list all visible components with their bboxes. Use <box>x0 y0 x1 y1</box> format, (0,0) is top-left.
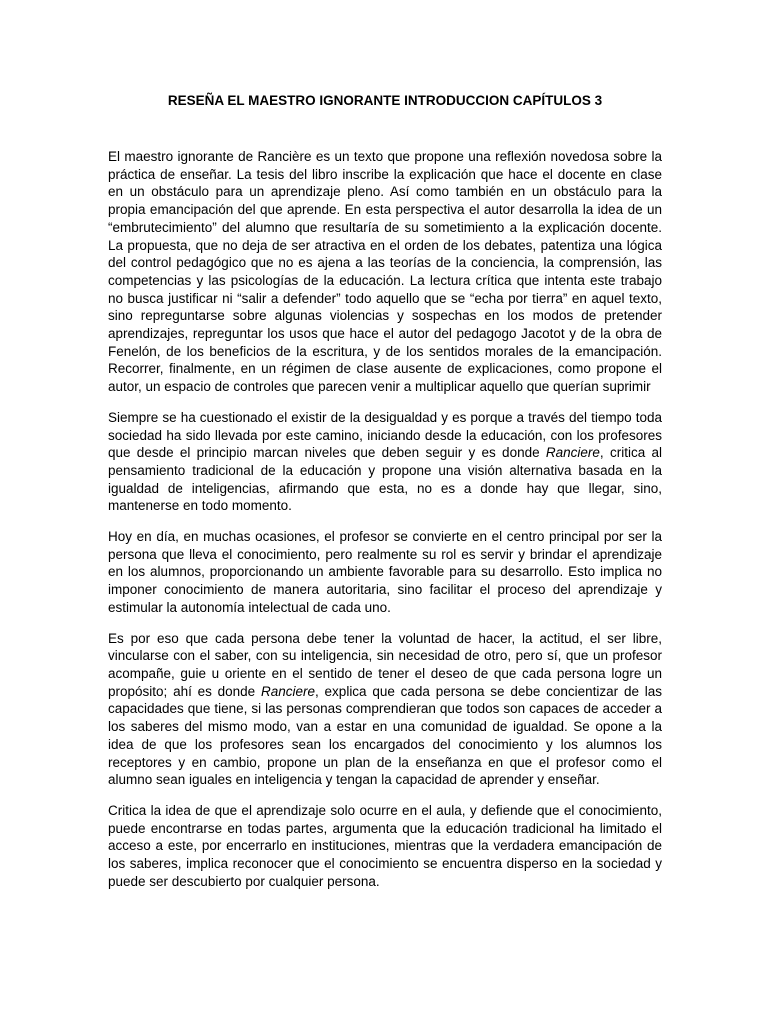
document-body <box>108 148 662 903</box>
paragraph-4-text-start: Es por eso que cada persona debe tener la voluntad de hacer, la actitud, el ser libre, vincularse con el saber, con su inteligencia, sin necesidad de otro, pero sí, que un profesor acompañe, guie u oriente en el sentido de tener el deseo de que cada persona logre un propósito; ahí es donde <box>108 630 662 699</box>
paragraph-2-text-start: Siempre se ha cuestionado el existir de la desigualdad y es porque a través del tiempo toda sociedad ha sido llevada por este camino, iniciando desde la educación, con los profesores que desde el principio marcan niveles que deben seguir y es donde <box>108 409 662 461</box>
document-title: RESEÑA EL MAESTRO IGNORANTE INTRODUCCION CAPÍTULOS 3 <box>167 93 603 108</box>
paragraph-5: Critica la idea de que el aprendizaje solo ocurre en el aula, y defiende que el conocimiento, puede encontrarse en todas partes, argumenta que la educación tradicional ha limitado el acceso a este, por encerrarlo en instituciones, mientras que la verdadera emancipación de los saberes, implica reconocer que el conocimiento se encuentra disperso en la sociedad y puede ser descubierto por cualquier persona. <box>108 802 662 889</box>
paragraph-4 <box>108 630 662 789</box>
paragraph-2-text-end: , critica al pensamiento tradicional de la educación y propone una visión alternativa basada en la igualdad de inteligencias, afirmando que esta, no es a donde hay que llegar, sino, mantenerse en todo momento. <box>108 445 662 514</box>
paragraph-1: El maestro ignorante de Rancière es un texto que propone una reflexión novedosa sobre la práctica de enseñar. La tesis del libro inscribe la explicación que hace el docente en clase en un obstáculo para un aprendizaje pleno. Así como también en un obstáculo para la propia emancipación del que aprende. En esta perspectiva el autor desarrolla la idea de un “embrutecimiento” del alumno que resultaría de su sometimiento a la explicación docente. La propuesta, que no deja de ser atractiva en el orden de los debates, patentiza una lógica del control pedagógico que no es ajena a las teorías de la conciencia, la comprensión, las competencias y las psicologías de la educación. La lectura crítica que intenta este trabajo no busca justificar ni “salir a defender” todo aquello que se “echa por tierra” en aquel texto, sino repreguntarse sobre algunas violencias y sospechas en los modos de pretender aprendizajes, repreguntar los usos que hace el autor del pedagogo Jacotot y de la obra de Fenelón, de los beneficios de la escritura, y de los sentidos morales de la emancipación. Recorrer, finalmente, en un régimen de clase ausente de explicaciones, como propone el autor, un espacio de controles que parecen venir a multiplicar aquello que querían suprimir <box>108 149 662 395</box>
paragraph-3: Hoy en día, en muchas ocasiones, el profesor se convierte en el centro principal por ser la persona que lleva el conocimiento, pero realmente su rol es servir y brindar el aprendizaje en los alumnos, proporcionando un ambiente favorable para su desarrollo. Esto implica no imponer conocimiento de manera autoritaria, sino facilitar el proceso del aprendizaje y estimular la autonomía intelectual de cada uno. <box>108 529 662 615</box>
author-name-italic: Ranciere <box>260 683 316 699</box>
paragraph-4-text-end: , explica que cada persona se debe concientizar de las capacidades que tiene, si las personas comprendieran que todos son capaces de acceder a los saberes del mismo modo, van a estar en una comunidad de igualdad. Se opone a la idea de que los profesores sean los encargados del conocimiento y los alumnos los receptores y en cambio, propone un plan de la enseñanza en que el profesor como el alumno sean iguales en inteligencia y tengan la capacidad de aprender y enseñar. <box>108 683 662 788</box>
paragraph-2 <box>108 409 662 515</box>
author-name-italic: Ranciere <box>545 445 600 461</box>
